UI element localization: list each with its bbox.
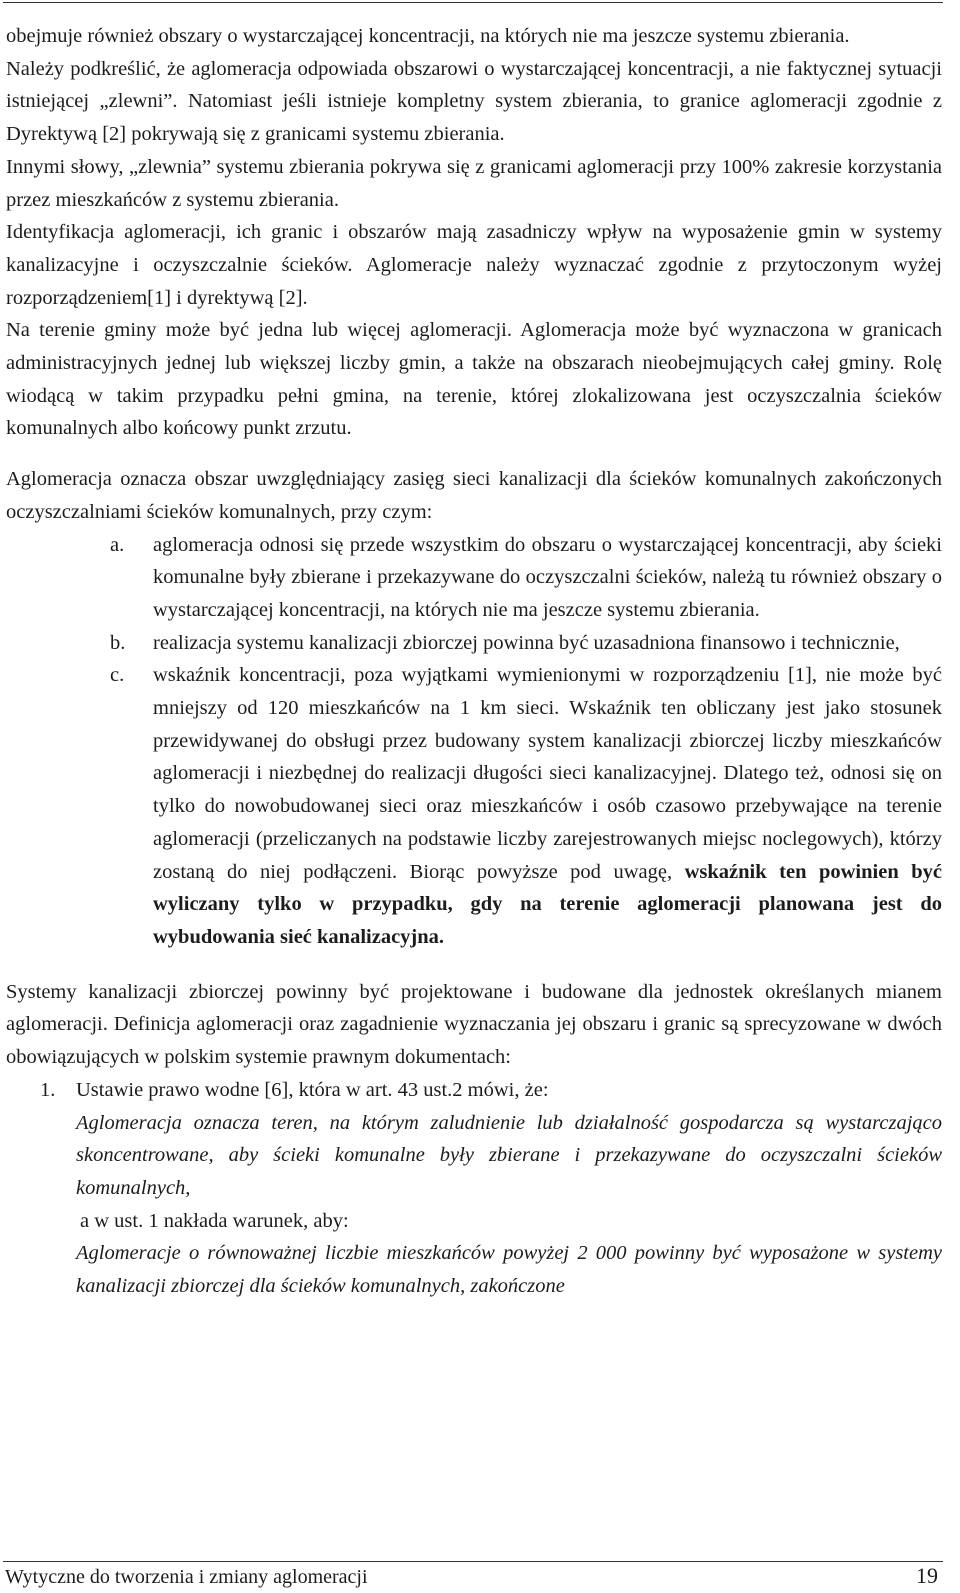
list-item-text: Ustawie prawo wodne [6], która w art. 43 ust.2 mówi, że:	[76, 1078, 549, 1101]
paragraph-2: Należy podkreślić, że aglomeracja odpowiada obszarowi o wystarczającej koncentracji, a nie faktycznej sytuacji istniejącej „zlewni”. Natomiast jeśli istnieje kompletny system zbierania, to granice aglomeracji zgodnie z Dyrektywą [2] pokrywają się z granicami systemu zbierania.	[6, 57, 942, 146]
list-item-text: realizacja systemu kanalizacji zbiorczej powinna być uzasadniona finansowo i technicznie,	[153, 631, 900, 654]
paragraph-3: Innymi słowy, „zlewnia” systemu zbierania pokrywa się z granicami aglomeracji przy 100% zakresie korzystania przez mieszkańców z systemu zbierania.	[6, 155, 942, 211]
quote-2	[6, 1237, 942, 1302]
paragraph-7: Systemy kanalizacji zbiorczej powinny być projektowane i budowane dla jednostek określanych mianem aglomeracji. Definicja aglomeracji oraz zagadnienie wyznaczania jej obszaru i granic są sprecyzowane w dwóch obowiązujących w polskim systemie prawnym dokumentach:	[6, 980, 942, 1069]
spacer	[6, 954, 942, 976]
header-rule	[3, 2, 943, 3]
list-item-1	[6, 1074, 942, 1107]
letter-list	[6, 529, 942, 954]
footer-rule	[3, 1561, 943, 1562]
page-number: 19	[916, 1563, 938, 1588]
paragraph-1: obejmuje również obszary o wystarczającej koncentracji, na których nie ma jeszcze systemu zbierania.	[6, 25, 850, 47]
paragraph-6: Aglomeracja oznacza obszar uwzględniający zasięg sieci kanalizacji dla ścieków komunalnych zakończonych oczyszczalniami ścieków komunalnych, przy czym:	[6, 468, 942, 523]
quote-text: Aglomeracja oznacza teren, na którym zaludnienie lub działalność gospodarcza są wystarczająco skoncentrowane, aby ścieki komunalne były zbierane i przekazywane do oczyszczalni ścieków komunalnych,	[76, 1111, 942, 1199]
list-item-c	[6, 659, 942, 953]
quote-text: Aglomeracje o równoważnej liczbie mieszkańców powyżej 2 000 powinny być wyposażone w systemy kanalizacji zbiorczej dla ścieków komunalnych, zakończone	[76, 1242, 942, 1298]
list-marker: b.	[110, 631, 126, 654]
footer-title: Wytyczne do tworzenia i zmiany aglomeracji	[5, 1566, 368, 1588]
list-item-text: aglomeracja odnosi się przede wszystkim do obszaru o wystarczającej koncentracji, aby ścieki komunalne były zbierane i przekazywane do oczyszczalni ścieków, należą tu również obszary o wystarczającej koncentracji, na których nie ma jeszcze systemu zbierania.	[153, 533, 942, 621]
quote-1	[6, 1107, 942, 1205]
paragraph-4: Identyfikacja aglomeracji, ich granic i obszarów mają zasadniczy wpływ na wyposażenie gmin w systemy kanalizacyjne i oczyszczalnie ścieków. Aglomeracje należy wyznaczać zgodnie z przytoczonym wyżej rozporządzeniem[1] i dyrektywą [2].	[6, 221, 942, 309]
list-marker: 1.	[40, 1078, 56, 1101]
paragraph-5: Na terenie gminy może być jedna lub więcej aglomeracji. Aglomeracja może być wyznaczona w granicach administracyjnych jednej lub większej liczby gmin, a także na obszarach nieobejmujących całej gminy. Rolę wiodącą w takim przypadku pełni gmina, na terenie, której zlokalizowana jest oczyszczalnia ścieków komunalnych albo końcowy punkt zrzutu.	[6, 319, 942, 440]
document-body	[6, 20, 942, 1303]
list-item-text: wskaźnik koncentracji, poza wyjątkami wymienionymi w rozporządzeniu [1], nie może być mniejszy od 120 mieszkańców na 1 km sieci. Wskaźnik ten obliczany jest jako stosunek przewidywanej do obsługi przez budowany system kanalizacji zbiorczej liczby mieszkańców aglomeracji i niezbędnej do realizacji długości sieci kanalizacyjnej. Dlatego też, odnosi się on tylko do nowobudowanej sieci oraz mieszkańców i osób czasowo przebywające na terenie aglomeracji (przeliczanych na podstawie liczby zarejestrowanych miejsc noclegowych), którzy zostaną do niej podłączeni. Biorąc powyższe pod uwagę,	[153, 664, 942, 883]
spacer	[6, 445, 942, 463]
emphasis-text: wskaźnik ten powinien być wyliczany tylko w przypadku, gdy na terenie aglomeracji planowana jest do wybudowania sieć kanalizacyjna.	[153, 860, 942, 948]
list-marker: a.	[110, 533, 125, 556]
number-list	[6, 1074, 942, 1107]
list-item-a	[6, 529, 942, 627]
list-item-b	[6, 627, 942, 660]
list-marker: c.	[110, 664, 125, 687]
intro-2: a w ust. 1 nakłada warunek, aby:	[80, 1209, 349, 1232]
